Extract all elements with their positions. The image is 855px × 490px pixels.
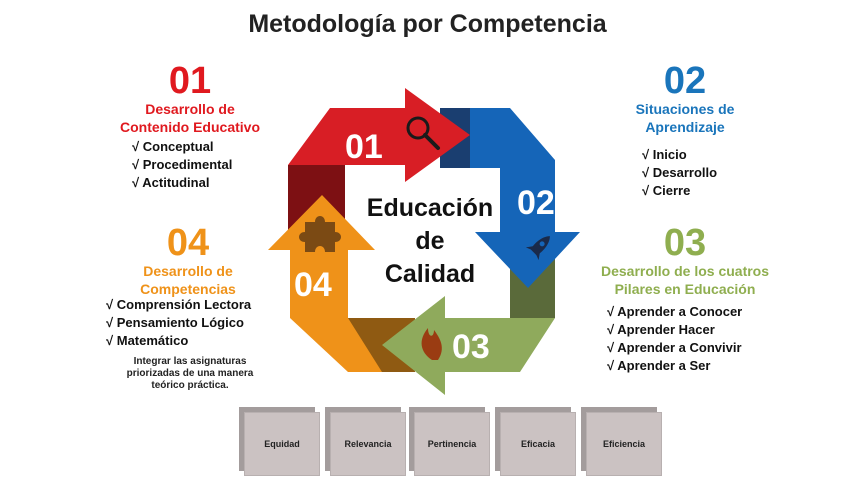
value-box-relevancia: Relevancia: [330, 412, 406, 476]
note-line-2: priorizadas de una manera: [126, 368, 254, 379]
list-item: √ Conceptual: [132, 138, 232, 156]
section-04-number: 04: [166, 222, 210, 264]
page-title: Metodología por Competencia: [248, 10, 607, 38]
section-02-heading-2: Aprendizaje: [645, 119, 725, 135]
list-item: √ Aprender Hacer: [607, 321, 742, 339]
value-box-equidad: Equidad: [244, 412, 320, 476]
section-03: [575, 224, 795, 298]
section-01: [90, 62, 290, 136]
arrow-02-number: 02: [517, 184, 555, 222]
section-01-number: 01: [168, 60, 212, 102]
center-line-1: Educación: [366, 194, 494, 222]
section-02-heading-1: Situaciones de: [635, 101, 735, 117]
arrow-01-number: 01: [345, 128, 383, 166]
section-03-number: 03: [663, 222, 707, 264]
list-item: √ Aprender a Conocer: [607, 303, 742, 321]
center-line-3: Calidad: [384, 260, 476, 288]
list-item: √ Actitudinal: [132, 174, 232, 192]
section-04-list: [106, 296, 251, 350]
section-04-note: [100, 356, 280, 392]
section-04: [88, 224, 288, 298]
section-02-list: [642, 146, 717, 200]
section-03-heading-2: Pilares en Educación: [614, 281, 756, 297]
section-01-heading-1: Desarrollo de: [145, 101, 235, 117]
list-item: √ Inicio: [642, 146, 717, 164]
value-box-pertinencia: Pertinencia: [414, 412, 490, 476]
note-line-3: teórico práctica.: [151, 380, 229, 391]
section-02: [585, 62, 785, 136]
list-item: √ Pensamiento Lógico: [106, 314, 251, 332]
section-01-heading-2: Contenido Educativo: [120, 119, 260, 135]
section-04-heading-2: Competencias: [140, 281, 236, 297]
arrow-04-number: 04: [294, 266, 332, 304]
value-box-eficiencia: Eficiencia: [586, 412, 662, 476]
list-item: √ Desarrollo: [642, 164, 717, 182]
center-label: [350, 192, 510, 291]
value-box-eficacia: Eficacia: [500, 412, 576, 476]
list-item: √ Aprender a Convivir: [607, 339, 742, 357]
note-line-1: Integrar las asignaturas: [133, 356, 247, 367]
list-item: √ Aprender a Ser: [607, 357, 742, 375]
list-item: √ Cierre: [642, 182, 717, 200]
arrow-03-number: 03: [452, 328, 490, 366]
section-02-number: 02: [663, 60, 707, 102]
section-03-list: [607, 303, 742, 375]
list-item: √ Comprensión Lectora: [106, 296, 251, 314]
center-line-2: de: [415, 227, 445, 255]
section-01-list: [132, 138, 232, 192]
section-04-heading-1: Desarrollo de: [143, 263, 233, 279]
list-item: √ Matemático: [106, 332, 251, 350]
list-item: √ Procedimental: [132, 156, 232, 174]
section-03-heading-1: Desarrollo de los cuatros: [600, 263, 770, 279]
